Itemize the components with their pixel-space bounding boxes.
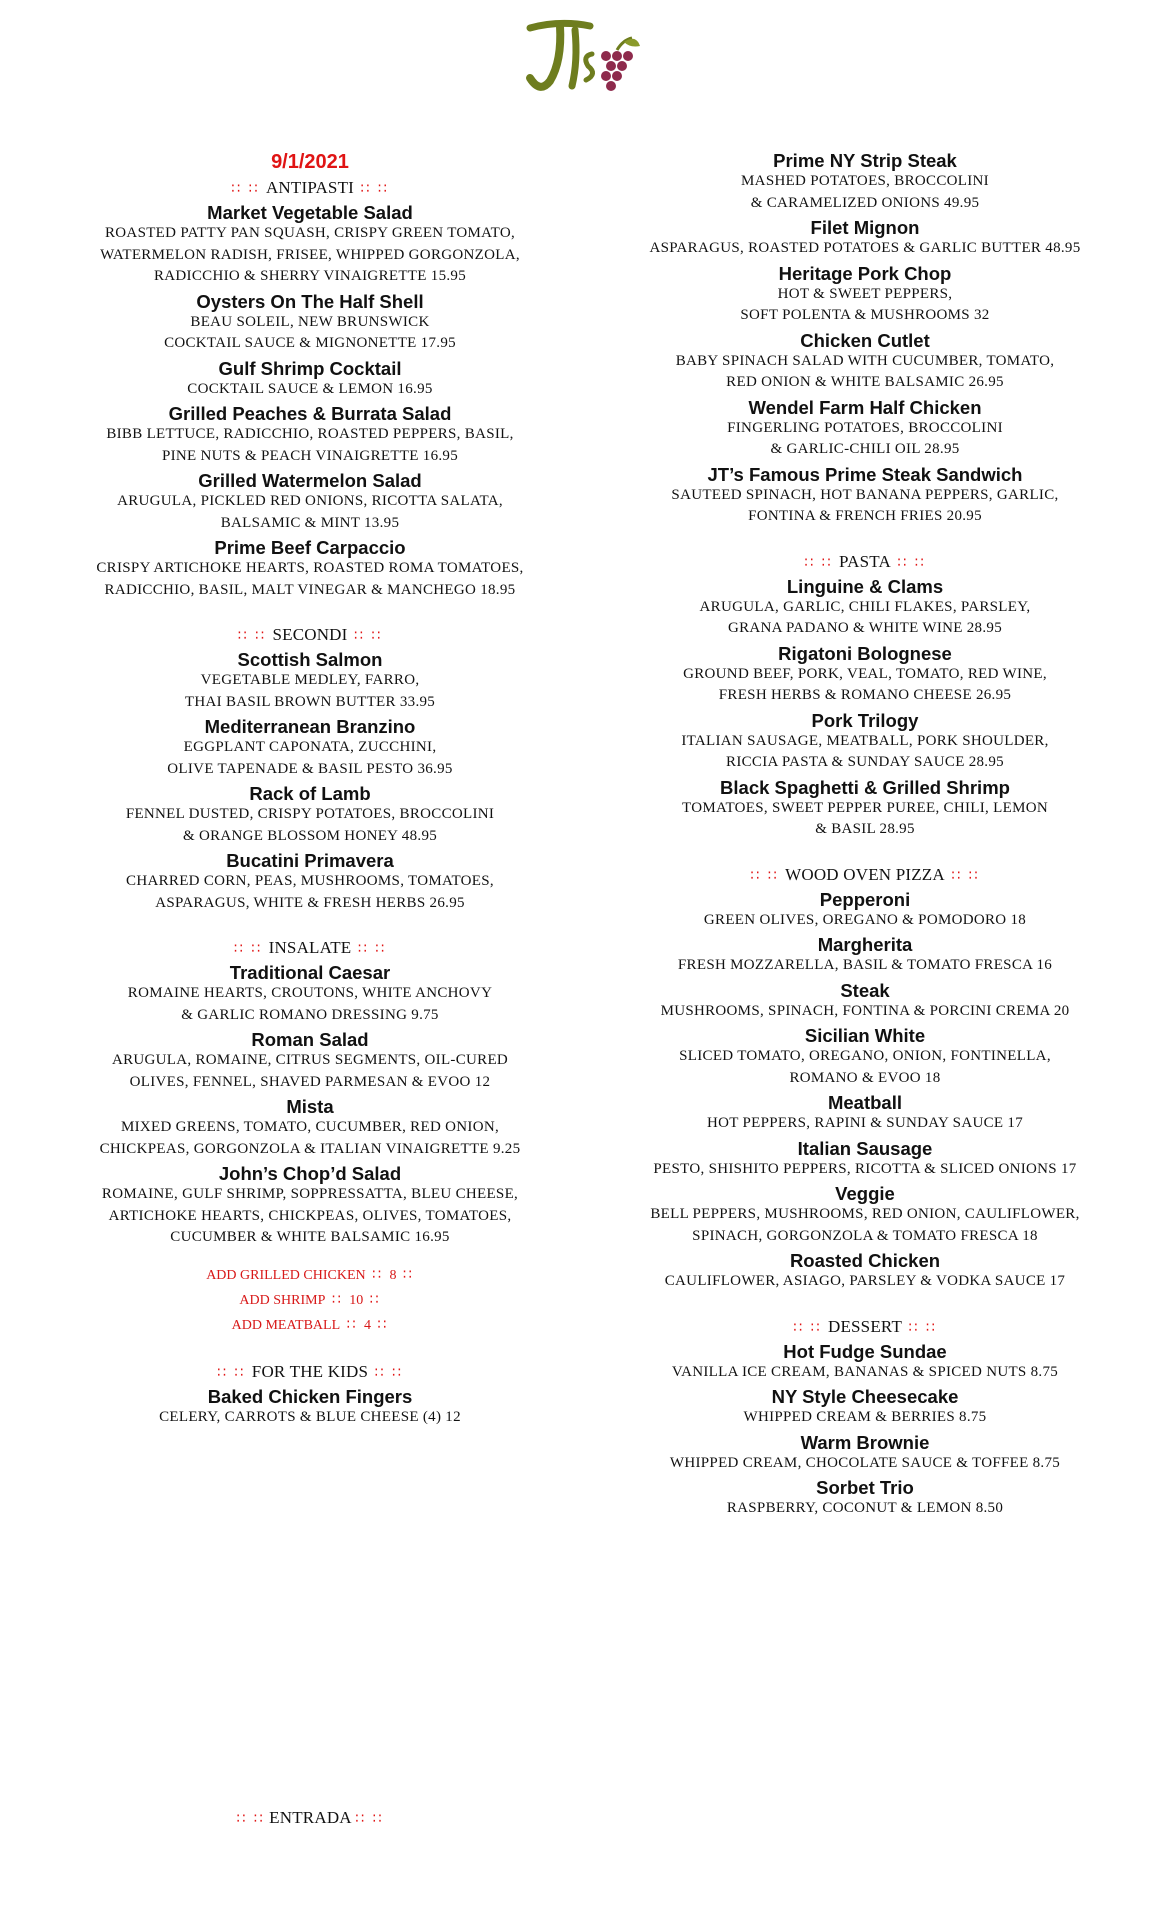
menu-item-name: Filet Mignon (810, 217, 920, 238)
menu-item-description: FRESH MOZZARELLA, BASIL & TOMATO FRESCA 16 (677, 957, 1053, 973)
menu-section (55, 1362, 565, 1429)
menu-item-name: Sorbet Trio (816, 1477, 914, 1498)
section-title: ENTRADA (269, 1808, 351, 1827)
menu-item-name: Mediterranean Branzino (204, 716, 416, 737)
menu-item-description: & ORANGE BLOSSOM HONEY 48.95 (182, 827, 438, 844)
menu-item (615, 1025, 1115, 1089)
add-on-price: 10 (349, 1292, 364, 1308)
menu-item-description: COCKTAIL SAUCE & MIGNONETTE 17.95 (164, 335, 456, 351)
add-on-item (55, 1288, 565, 1313)
menu-item (55, 649, 565, 713)
menu-item-description: FONTINA & FRENCH FRIES 20.95 (748, 508, 982, 524)
decor-dots-icon: ∷ ∷ (347, 628, 383, 644)
menu-section (55, 625, 565, 914)
menu-item (615, 1432, 1115, 1475)
menu-item-description: HOT & SWEET PEPPERS, (777, 285, 953, 302)
menu-item-description: ITALIAN SAUSAGE, MEATBALL, PORK SHOULDER, (681, 732, 1049, 749)
decor-dots-icon: ∷ ∷ (233, 941, 269, 957)
section-title: INSALATE (268, 938, 352, 957)
section-header (55, 625, 565, 646)
section-header (55, 1362, 565, 1383)
decor-dots-icon: ∷ (370, 1316, 389, 1333)
menu-item-description: GREEN OLIVES, OREGANO & POMODORO 18 (703, 911, 1027, 928)
menu-item (55, 537, 565, 601)
menu-item-name: JT’s Famous Prime Steak Sandwich (707, 463, 1023, 485)
menu-item-description: GRANA PADANO & WHITE WINE 28.95 (727, 620, 1003, 636)
menu-item-description: BABY SPINACH SALAD WITH CUCUMBER, TOMATO, (675, 352, 1055, 369)
menu-item-description: PESTO, SHISHITO PEPPERS, RICOTTA & SLICED ONIONS 17 (653, 1160, 1077, 1177)
menu-item-description: FINGERLING POTATOES, BROCCOLINI (727, 419, 1003, 436)
decor-dots-icon: ∷ ∷ (217, 1364, 252, 1381)
menu-section (615, 1317, 1115, 1520)
add-ons-list (55, 1263, 565, 1338)
menu-item-name: Chicken Cutlet (800, 329, 930, 351)
menu-item-description: MIXED GREENS, TOMATO, CUCUMBER, RED ONION, (120, 1119, 500, 1135)
menu-item (615, 777, 1115, 841)
menu-item-description: WHIPPED CREAM, CHOCOLATE SAUCE & TOFFEE 8.75 (669, 1454, 1061, 1471)
menu-item-name: John’s Chop’d Salad (218, 1163, 402, 1184)
menu-item (55, 202, 565, 288)
menu-item-description: TOMATOES, SWEET PEPPER PUREE, CHILI, LEMON (682, 799, 1048, 816)
menu-item-description: RICCIA PASTA & SUNDAY SAUCE 28.95 (726, 754, 1004, 770)
menu-item-name: Warm Brownie (800, 1431, 930, 1453)
menu-item-description: & GARLIC-CHILI OIL 28.95 (770, 441, 960, 457)
menu-item-name: Hot Fudge Sundae (783, 1340, 947, 1362)
logo-graphic (520, 16, 650, 101)
menu-item (55, 1386, 565, 1429)
decor-dots-icon: ∷ ∷ (368, 1364, 403, 1381)
menu-item-description: COCKTAIL SAUCE & LEMON 16.95 (187, 380, 433, 397)
menu-item-description: CHICKPEAS, GORGONZOLA & ITALIAN VINAIGRETTE 9.25 (99, 1140, 521, 1157)
menu-item-description: WHIPPED CREAM & BERRIES 8.75 (743, 1409, 987, 1425)
menu-item-name: Heritage Pork Chop (778, 262, 952, 284)
decor-dots-icon: ∷ ∷ (902, 1319, 937, 1336)
menu-item-name: Roman Salad (251, 1029, 369, 1050)
decor-dots-icon: ∷ ∷ (944, 867, 980, 884)
menu-item-name: Prime Beef Carpaccio (214, 537, 406, 558)
decor-dots-icon: ∷ ∷ (231, 181, 266, 197)
menu-item-description: ROMAINE HEARTS, CROUTONS, WHITE ANCHOVY (127, 985, 493, 1001)
decor-dots-icon: ∷ (363, 1291, 381, 1308)
menu-item (55, 291, 565, 355)
menu-item-description: VANILLA ICE CREAM, BANANAS & SPICED NUTS 8.75 (671, 1363, 1059, 1380)
menu-item-description: ROMAINE, GULF SHRIMP, SOPPRESSATTA, BLEU CHEESE, (101, 1186, 519, 1202)
add-on-label: ADD SHRIMP (239, 1292, 326, 1308)
menu-item-description: ARTICHOKE HEARTS, CHICKPEAS, OLIVES, TOMATOES, (108, 1207, 512, 1224)
section-title: ANTIPASTI (265, 178, 355, 197)
decor-dots-icon: ∷ ∷ (351, 941, 387, 957)
decor-dots-icon: ∷ ∷ (354, 181, 389, 197)
menu-item-name: Gulf Shrimp Cocktail (218, 357, 402, 379)
menu-item-description: ARUGULA, ROMAINE, CITRUS SEGMENTS, OIL-CURED (111, 1052, 509, 1068)
section-header (615, 1317, 1115, 1338)
menu-item-description: MASHED POTATOES, BROCCOLINI (741, 173, 989, 189)
left-sections (55, 178, 565, 1249)
menu-item-description: CELERY, CARROTS & BLUE CHEESE (4) 12 (159, 1408, 461, 1425)
menu-item (615, 643, 1115, 707)
menu-section (615, 150, 1115, 528)
menu-item-name: NY Style Cheesecake (771, 1386, 959, 1407)
entrada-section-header (55, 1808, 565, 1832)
menu-item-description: RADICCHIO, BASIL, MALT VINEGAR & MANCHEGO 18.95 (104, 581, 516, 598)
menu-item-description: RED ONION & WHITE BALSAMIC 26.95 (726, 374, 1004, 390)
add-on-price: 8 (389, 1267, 397, 1283)
menu-item (615, 1183, 1115, 1247)
menu-section (615, 552, 1115, 841)
kids-section (55, 1362, 565, 1429)
menu-item (55, 358, 565, 401)
menu-item (615, 1138, 1115, 1181)
add-on-item (55, 1263, 565, 1288)
menu-item-name: Rack of Lamb (249, 783, 371, 804)
menu-item-name: Prime NY Strip Steak (773, 150, 957, 171)
menu-item-description: BEAU SOLEIL, NEW BRUNSWICK (190, 313, 430, 330)
add-on-label: ADD MEATBALL (231, 1317, 341, 1333)
menu-item (55, 403, 565, 467)
section-title: DESSERT (827, 1316, 903, 1336)
section-header (615, 865, 1115, 886)
menu-item (615, 576, 1115, 640)
menu-item-name: Linguine & Clams (786, 575, 944, 597)
menu-item (615, 934, 1115, 977)
menu-item (615, 1250, 1115, 1293)
menu-item-description: ARUGULA, PICKLED RED ONIONS, RICOTTA SALATA, (117, 493, 503, 509)
menu-item (615, 1341, 1115, 1384)
menu-item-description: SOFT POLENTA & MUSHROOMS 32 (740, 307, 990, 323)
menu-item-name: Italian Sausage (797, 1137, 933, 1159)
menu-item-description: GROUND BEEF, PORK, VEAL, TOMATO, RED WINE, (683, 665, 1047, 682)
section-title: SECONDI (272, 625, 348, 644)
menu-item-name: Grilled Watermelon Salad (198, 470, 422, 491)
menu-item (615, 150, 1115, 214)
menu-item-description: FENNEL DUSTED, CRISPY POTATOES, BROCCOLINI (125, 806, 495, 822)
right-sections (615, 150, 1115, 1520)
decor-dots-icon: ∷ ∷ (890, 554, 926, 571)
decor-dots-icon: ∷ ∷ (355, 1811, 384, 1827)
menu-item-description: FRESH HERBS & ROMANO CHEESE 26.95 (718, 687, 1012, 703)
add-on-item (55, 1313, 565, 1338)
menu-item (55, 962, 565, 1026)
menu-item-name: Sicilian White (804, 1025, 926, 1046)
menu-item (615, 1386, 1115, 1429)
menu-item-description: ASPARAGUS, WHITE & FRESH HERBS 26.95 (155, 894, 465, 911)
menu-section (55, 938, 565, 1249)
decor-dots-icon: ∷ (340, 1316, 364, 1333)
menu-item-name: Meatball (827, 1092, 903, 1113)
menu-item-description: BALSAMIC & MINT 13.95 (220, 514, 400, 531)
decor-dots-icon: ∷ ∷ (750, 867, 786, 884)
menu-item-description: ROMANO & EVOO 18 (789, 1069, 941, 1086)
decor-dots-icon: ∷ (365, 1266, 390, 1283)
menu-item-description: & GARLIC ROMANO DRESSING 9.75 (181, 1006, 439, 1023)
menu-item-name: Veggie (835, 1183, 895, 1204)
menu-item (55, 1163, 565, 1249)
menu-item (55, 470, 565, 534)
menu-item (615, 1477, 1115, 1520)
menu-item-description: HOT PEPPERS, RAPINI & SUNDAY SAUCE 17 (706, 1115, 1024, 1131)
menu-item-description: ARUGULA, GARLIC, CHILI FLAKES, PARSLEY, (699, 598, 1031, 615)
menu-item-name: Bucatini Primavera (226, 850, 394, 871)
section-title: PASTA (839, 551, 891, 571)
restaurant-logo (520, 16, 650, 101)
menu-item (615, 1092, 1115, 1135)
menu-item-description: WATERMELON RADISH, FRISEE, WHIPPED GORGONZOLA, (100, 246, 520, 263)
menu-item-name: Pepperoni (819, 888, 911, 910)
menu-item (615, 464, 1115, 528)
menu-item (615, 217, 1115, 260)
menu-item-description: EGGPLANT CAPONATA, ZUCCHINI, (183, 739, 437, 755)
menu-item (615, 263, 1115, 327)
menu-item-name: Market Vegetable Salad (207, 202, 413, 223)
menu-item (615, 889, 1115, 932)
menu-item (55, 783, 565, 847)
menu-item-description: CRISPY ARTICHOKE HEARTS, ROASTED ROMA TOMATOES, (96, 560, 524, 576)
menu-date: 9/1/2021 (271, 151, 349, 173)
menu-item-description: & BASIL 28.95 (815, 821, 915, 837)
right-menu-column (615, 150, 1115, 1523)
menu-item (55, 1096, 565, 1160)
menu-item-name: Traditional Caesar (229, 962, 391, 983)
menu-item-name: Grilled Peaches & Burrata Salad (168, 403, 452, 424)
menu-item-name: Baked Chicken Fingers (207, 1385, 413, 1407)
menu-item-description: MUSHROOMS, SPINACH, FONTINA & PORCINI CREMA 20 (660, 1002, 1070, 1019)
menu-item-description: CUCUMBER & WHITE BALSAMIC 16.95 (170, 1229, 450, 1245)
menu-item-description: RADICCHIO & SHERRY VINAIGRETTE 15.95 (153, 268, 467, 284)
menu-section (615, 865, 1115, 1293)
decor-dots-icon: ∷ ∷ (793, 1319, 828, 1336)
menu-item-description: THAI BASIL BROWN BUTTER 33.95 (184, 693, 436, 710)
menu-item-description: SLICED TOMATO, OREGANO, ONION, FONTINELLA, (679, 1048, 1051, 1064)
decor-dots-icon: ∷ ∷ (804, 554, 840, 571)
menu-item-description: OLIVE TAPENADE & BASIL PESTO 36.95 (167, 760, 453, 777)
decor-dots-icon: ∷ ∷ (236, 1811, 265, 1827)
menu-item-name: Steak (840, 979, 890, 1001)
menu-item (615, 397, 1115, 461)
add-on-price: 4 (363, 1317, 371, 1333)
menu-item-name: Rigatoni Bolognese (778, 642, 952, 664)
menu-item-description: CHARRED CORN, PEAS, MUSHROOMS, TOMATOES, (126, 873, 494, 889)
section-header (55, 178, 565, 199)
menu-item-description: BIBB LETTUCE, RADICCHIO, ROASTED PEPPERS, BASIL, (106, 426, 514, 442)
menu-item-name: Margherita (817, 934, 913, 955)
section-title: WOOD OVEN PIZZA (785, 864, 945, 884)
menu-item (615, 330, 1115, 394)
menu-item-name: Black Spaghetti & Grilled Shrimp (720, 776, 1010, 798)
add-on-label: ADD GRILLED CHICKEN (206, 1267, 366, 1283)
menu-item (615, 980, 1115, 1023)
section-header (615, 552, 1115, 573)
menu-item (615, 710, 1115, 774)
menu-item-name: Oysters On The Half Shell (196, 290, 424, 312)
menu-item-description: ASPARAGUS, ROASTED POTATOES & GARLIC BUTTER 48.95 (649, 240, 1081, 256)
menu-item (55, 1029, 565, 1093)
menu-item-description: OLIVES, FENNEL, SHAVED PARMESAN & EVOO 12 (129, 1073, 491, 1090)
menu-item-name: Mista (286, 1096, 334, 1117)
menu-item-description: SAUTEED SPINACH, HOT BANANA PEPPERS, GARLIC, (671, 486, 1059, 503)
decor-dots-icon: ∷ ∷ (237, 628, 273, 644)
decor-dots-icon: ∷ (325, 1291, 350, 1308)
menu-section (55, 178, 565, 601)
menu-item-description: SPINACH, GORGONZOLA & TOMATO FRESCA 18 (692, 1227, 1038, 1244)
menu-item-description: RASPBERRY, COCONUT & LEMON 8.50 (726, 1500, 1004, 1516)
menu-item-description: CAULIFLOWER, ASIAGO, PARSLEY & VODKA SAUCE 17 (664, 1273, 1066, 1289)
menu-item-description: VEGETABLE MEDLEY, FARRO, (200, 672, 420, 688)
menu-item-name: Scottish Salmon (237, 649, 383, 670)
menu-item-description: ROASTED PATTY PAN SQUASH, CRISPY GREEN TOMATO, (105, 225, 515, 241)
menu-item-name: Wendel Farm Half Chicken (748, 396, 982, 418)
menu-item-name: Pork Trilogy (811, 709, 919, 731)
menu-item (55, 716, 565, 780)
menu-item-name: Roasted Chicken (789, 1250, 941, 1271)
menu-item-description: PINE NUTS & PEACH VINAIGRETTE 16.95 (161, 447, 459, 464)
decor-dots-icon: ∷ (396, 1266, 414, 1283)
menu-item (55, 850, 565, 914)
section-header (55, 938, 565, 959)
menu-item-description: & CARAMELIZED ONIONS 49.95 (750, 194, 980, 211)
menu-item-description: BELL PEPPERS, MUSHROOMS, RED ONION, CAULIFLOWER, (650, 1206, 1080, 1222)
section-title: FOR THE KIDS (251, 1361, 369, 1381)
left-menu-column (55, 150, 565, 1431)
